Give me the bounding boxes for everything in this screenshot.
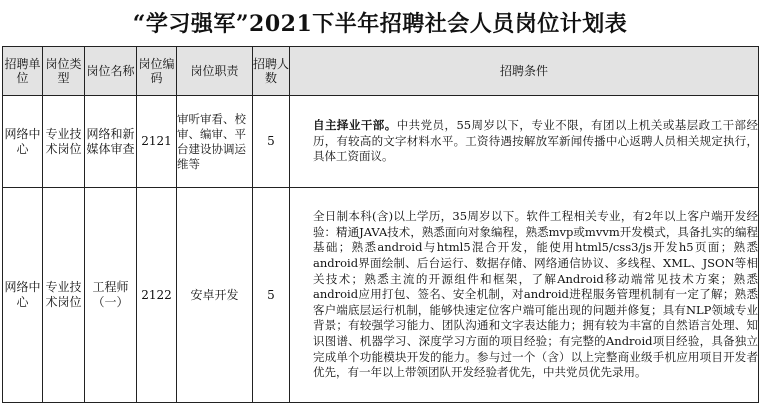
table-row [3,96,759,188]
conditions-text: 全日制本科(含)以上学历，35周岁以下。软件工程相关专业，有2年以上客户端开发经验：精通JAVA技术，熟悉面向对象编程，熟悉mvp或mvvm开发模式，具备扎实的编程基础；熟悉android与html5混合开发，能使用html5/css3/js开发h5页面；熟悉android界面绘制、后台运行、数据存储、网络通信协议、多线程、XML、JSON等相关技术；熟悉主流的开源组件和框架，了解Android移动端常见技术方案；熟悉android应用打包、签名、安全机制，对android进程服务管理机制有一定了解；熟悉客户端底层运行机制，能够快速定位客户端可能出现的问题并修复；具有NLP领域专业背景；有较强学习能力、团队沟通和文字表达能力；拥有较为丰富的自然语言处理、知识图谱、机器学习、深度学习方面的项目经验；有完整的Android项目经验，具备独立完成单个功能模块开发的能力。参与过一个（含）以上完整商业级手机应用项目开发者优先，有一年以上带领团队开发经验者优先，中共党员优先录用。 [313,209,758,380]
cell-duty: 安卓开发 [177,188,253,403]
cell-name: 工程师（一） [85,188,137,403]
header-code: 岗位编码 [137,47,177,96]
table-row [3,188,759,403]
cell-duty: 审听审看、校审、编审、平台建设协调运维等 [177,96,253,188]
cell-code: 2121 [137,96,177,188]
cell-type: 专业技术岗位 [43,96,85,188]
header-unit: 招聘单位 [3,47,43,96]
table-header-row [3,47,759,96]
page-title: “学习强军”2021下半年招聘社会人员岗位计划表 [132,10,628,37]
cell-unit: 网络中心 [3,188,43,403]
cell-count: 5 [253,96,290,188]
header-count: 招聘人数 [253,47,290,96]
cell-unit: 网络中心 [3,96,43,188]
header-duty: 岗位职责 [177,47,253,96]
header-type: 岗位类型 [43,47,85,96]
header-conditions: 招聘条件 [290,47,759,96]
cell-count: 5 [253,188,290,403]
header-name: 岗位名称 [85,47,137,96]
conditions-text: 中共党员，55周岁以下，专业不限，有团以上机关或基层政工干部经历，有较高的文字材料水平。工资待遇按解放军新闻传播中心返聘人员相关规定执行，具体工资面议。 [313,118,758,164]
cell-conditions [290,188,759,403]
cell-name: 网络和新媒体审查 [85,96,137,188]
conditions-lead: 自主择业干部。 [313,118,397,133]
cell-conditions [290,96,759,188]
cell-type: 专业技术岗位 [43,188,85,403]
cell-code: 2122 [137,188,177,403]
recruitment-plan-table [2,46,759,403]
